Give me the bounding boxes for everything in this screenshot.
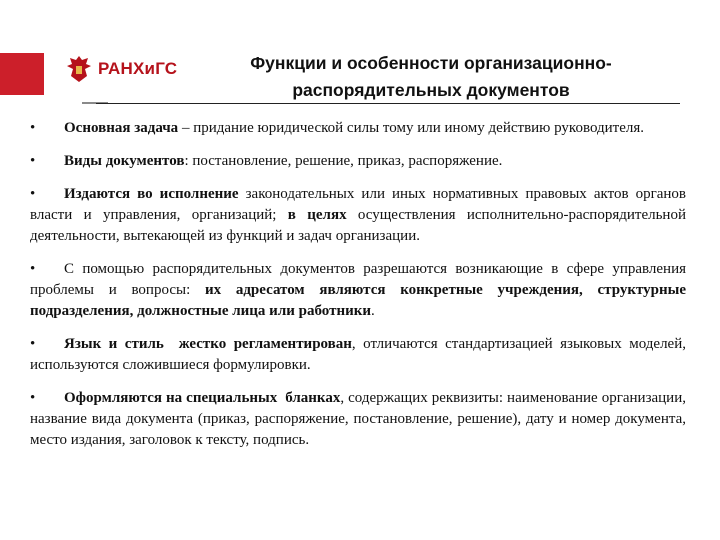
logo-text: РАНХиГС xyxy=(98,59,178,78)
page-title xyxy=(196,50,666,104)
paragraph-main-task xyxy=(30,118,686,139)
term: в целях xyxy=(287,207,347,223)
content-body xyxy=(30,118,686,463)
title-line-1: Функции и особенности организационно- xyxy=(250,53,612,73)
term: Издаются во исполнение xyxy=(64,186,239,202)
paragraph-forms xyxy=(30,388,686,451)
accent-bar xyxy=(0,53,44,95)
bullet: • xyxy=(30,336,36,352)
paragraph-text: законодательных или иных нормативных правовых актов органов власти и управления, организаций; xyxy=(30,186,686,223)
term: Оформляются на специальных бланках xyxy=(64,390,341,406)
paragraph-text: С помощью распорядительных документов разрешаются возникающие в сфере управления проблемы и вопросы: xyxy=(30,261,686,298)
paragraph-language-style xyxy=(30,334,686,376)
bullet: • xyxy=(30,261,36,277)
paragraph-text: осуществления исполнительно-распорядительной деятельности, вытекающей из функций и задач организации. xyxy=(30,207,686,244)
term: их адресатом являются конкретные учреждения, структурные подразделения, должностные лица или работники xyxy=(30,282,687,319)
eagle-emblem-icon xyxy=(66,54,92,84)
paragraph-text: – придание юридической силы тому или иному действию руководителя. xyxy=(178,120,645,136)
term: Основная задача xyxy=(64,120,179,136)
bullet: • xyxy=(30,186,36,202)
paragraph-addressees xyxy=(30,259,686,322)
title-line-2: распорядительных документов xyxy=(292,80,570,100)
paragraph-text: . xyxy=(371,303,375,319)
bullet: • xyxy=(30,153,36,169)
paragraph-text: , содержащих реквизиты: наименование организации, название вида документа (приказ, распоряжение, постановление, решение), дату и номер документа, место издания, заголовок к тексту, подпись. xyxy=(30,390,686,448)
bullet: • xyxy=(30,390,36,406)
paragraph-text: , отличаются стандартизацией языковых моделей, используются сложившиеся формулировки. xyxy=(30,336,686,373)
term: Виды документов xyxy=(64,153,185,169)
title-divider xyxy=(96,103,680,104)
paragraph-issuance xyxy=(30,184,686,247)
bullet: • xyxy=(30,120,36,136)
paragraph-document-types xyxy=(30,151,686,172)
paragraph-text: : постановление, решение, приказ, распоряжение. xyxy=(184,153,503,169)
term: Язык и стиль жестко регламентирован xyxy=(64,336,352,352)
